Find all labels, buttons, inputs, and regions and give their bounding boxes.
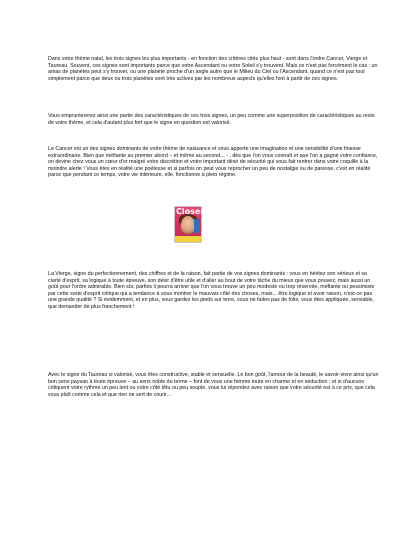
magazine-face-shape <box>181 216 195 234</box>
paragraph-cancer: Le Cancer est un des signes dominants de votre thème de naissance et vous apporte une imagination et une sensibilité d'une finesse extraordinaire. Bien que méfiante au premier abord – et même au second... - , dès que l'on vous connaît et que l'on a gagné votre confiance, on devine chez vous un cœur d'or malgré votre discrétion et votre important désir de sécurité qui vous fait rentrer dans votre coquille à la moindre alerte ! Vous êtes en réalité une poétesse et si parfois on peut vous reprocher un peu de nostalgie ou de paresse, c'est en réalité parce que pendant ce temps, votre vie intérieure, elle, fonctionne à plein régime. <box>48 146 378 179</box>
magazine-cover-image <box>175 207 205 242</box>
magazine-bottom-strip <box>175 236 201 242</box>
paragraph-taureau: Avec le signe du Taureau si valorisé, vous êtes constructive, stable et sensuelle. Le bon goût, l'amour de la beauté, le savoir-vivre ainsi qu'un bon sens paysan à toute épreuve – au sens noble du terme – font de vous une femme toute en charme et en séduction ; et si d'aucuns critiquent votre rythme un peu lent ou votre côté têtu ou peu souple, vous lui répondez avec raison que votre sécurité est à ce prix, que cela vous plaît comme cela et que rien ne sert de courir... <box>48 372 379 398</box>
magazine-side-banner <box>194 219 200 233</box>
paragraph-intro: Dans votre thème natal, les trois signes les plus importants - en fonction des critères cités plus haut - sont dans l'ordre Cancer, Vierge et Taureau. Souvent, ces signes sont importants parce que votre Ascendant ou votre Soleil s'y trouvent. Mais ce n'est pas forcément le cas : un amas de planètes peut s'y trouver, ou une planète proche d'un angle autre que le Milieu du Ciel ou l'Ascendant, quand ce n'est pas tout simplement parce que deux ou trois planètes sont très actives par les nombreux aspects qu'elles font à partir de ces signes. <box>48 56 378 82</box>
magazine-title: Closer <box>176 207 205 216</box>
paragraph-characteristics: Vous empruntererez ainsi une partie des caractéristiques de ces trois signes, un peu comme une superposition de caractéristiques au reste de votre thème, et cela d'autant plus fort que le signe en question est valorisé. <box>48 113 375 126</box>
paragraph-vierge: La Vierge, signe du perfectionnement, des chiffres et de la raison, fait partie de vos signes dominants : vous en héritez son sérieux et sa clarté d'esprit, sa logique à toute épreuve, son désir d'être utile et d'aller au bout de votre tâche du mieux que vous pouvez, mais aussi un goût pour l'ordre admirable. Bien sûr, parfois il pourra arriver que l'on vous trouve un peu modeste ou trop réservée, méfiante ou pessimiste par cette sorte d'esprit critique qui a tendance à vous montrer le mauvais côté des choses, mais... être logique et avoir raison, n'est-ce pas une grande qualité ? Si évidemment, et en plus, vous gardez les pieds sur terre, vous ne faites pas de folie, vous êtes appliquée, serviable, que demander de plus franchement ! <box>48 271 375 310</box>
